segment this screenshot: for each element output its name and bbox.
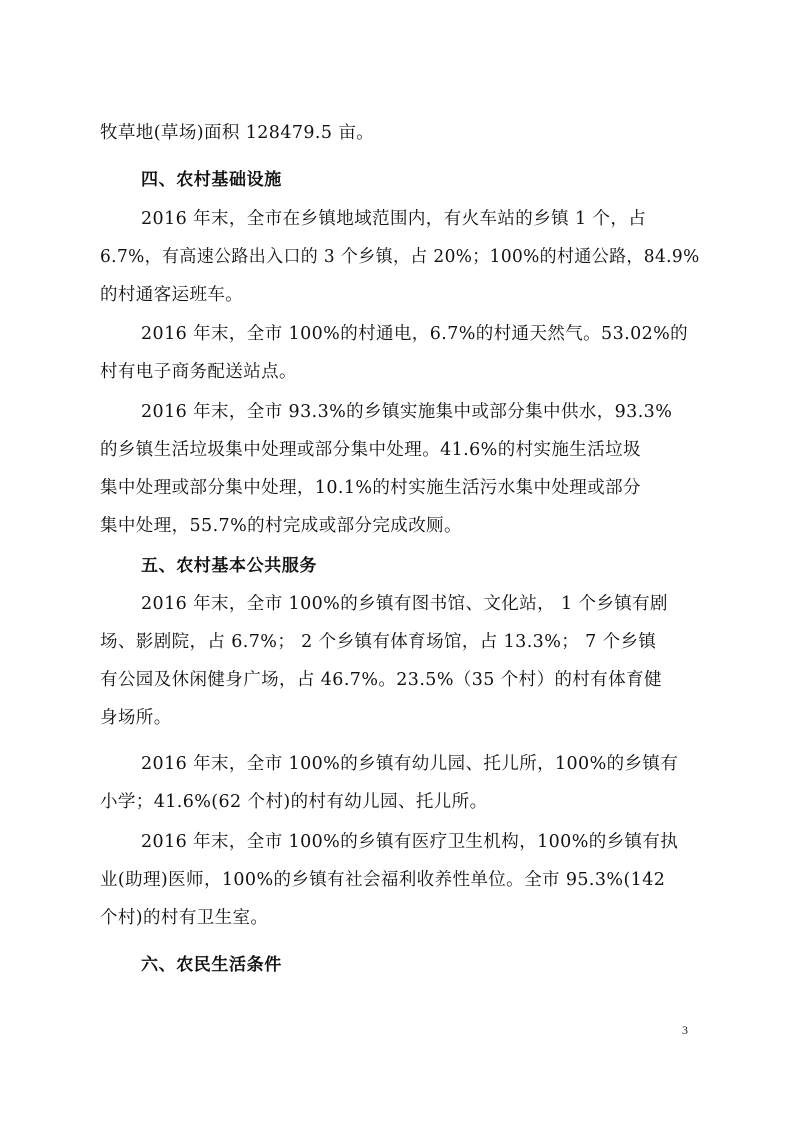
paragraph-line: 的乡镇生活垃圾集中处理或部分集中处理。41.6%的村实施生活垃圾 xyxy=(100,440,641,460)
paragraph-line: 小学；41.6%(62 个村)的村有幼儿园、托儿所。 xyxy=(100,792,488,812)
section-heading-farmer-living-conditions: 六、农民生活条件 xyxy=(141,955,282,975)
paragraph-line: 的村通客运班车。 xyxy=(100,285,244,305)
paragraph-line: 集中处理，55.7%的村完成或部分完成改厕。 xyxy=(100,516,462,536)
intro-line: 牧草地(草场)面积 128479.5 亩。 xyxy=(100,123,375,143)
paragraph-line: 业(助理)医师，100%的乡镇有社会福利收养性单位。全市 95.3%(142 xyxy=(100,870,666,890)
paragraph-line: 有公园及休闲健身广场，占 46.7%。23.5%（35 个村）的村有体育健 xyxy=(100,670,662,690)
paragraph-line: 2016 年末，全市 100%的乡镇有医疗卫生机构，100%的乡镇有执 xyxy=(141,832,679,852)
page-number: 3 xyxy=(682,1023,688,1037)
paragraph-line: 2016 年末，全市 100%的乡镇有幼儿园、托儿所，100%的乡镇有 xyxy=(141,754,679,774)
paragraph-line: 6.7%，有高速公路出入口的 3 个乡镇，占 20%；100%的村通公路，84.9% xyxy=(100,247,700,267)
paragraph-line: 集中处理或部分集中处理，10.1%的村实施生活污水集中处理或部分 xyxy=(100,478,641,498)
paragraph-line: 个村)的村有卫生室。 xyxy=(100,908,269,928)
section-heading-public-services: 五、农村基本公共服务 xyxy=(141,556,317,576)
paragraph-line: 2016 年末，全市 100%的乡镇有图书馆、文化站， 1 个乡镇有剧 xyxy=(141,594,668,614)
paragraph-line: 村有电子商务配送站点。 xyxy=(100,362,297,382)
paragraph-line: 2016 年末，全市 100%的村通电，6.7%的村通天然气。53.02%的 xyxy=(141,324,689,344)
paragraph-line: 2016 年末，全市 93.3%的乡镇实施集中或部分集中供水，93.3% xyxy=(141,402,673,422)
paragraph-line: 场、影剧院，占 6.7%； 2 个乡镇有体育场馆，占 13.3%； 7 个乡镇 xyxy=(100,632,657,652)
section-heading-rural-infrastructure: 四、农村基础设施 xyxy=(141,170,282,190)
paragraph-line: 2016 年末，全市在乡镇地域范围内，有火车站的乡镇 1 个，占 xyxy=(141,209,647,229)
paragraph-line: 身场所。 xyxy=(100,708,172,728)
